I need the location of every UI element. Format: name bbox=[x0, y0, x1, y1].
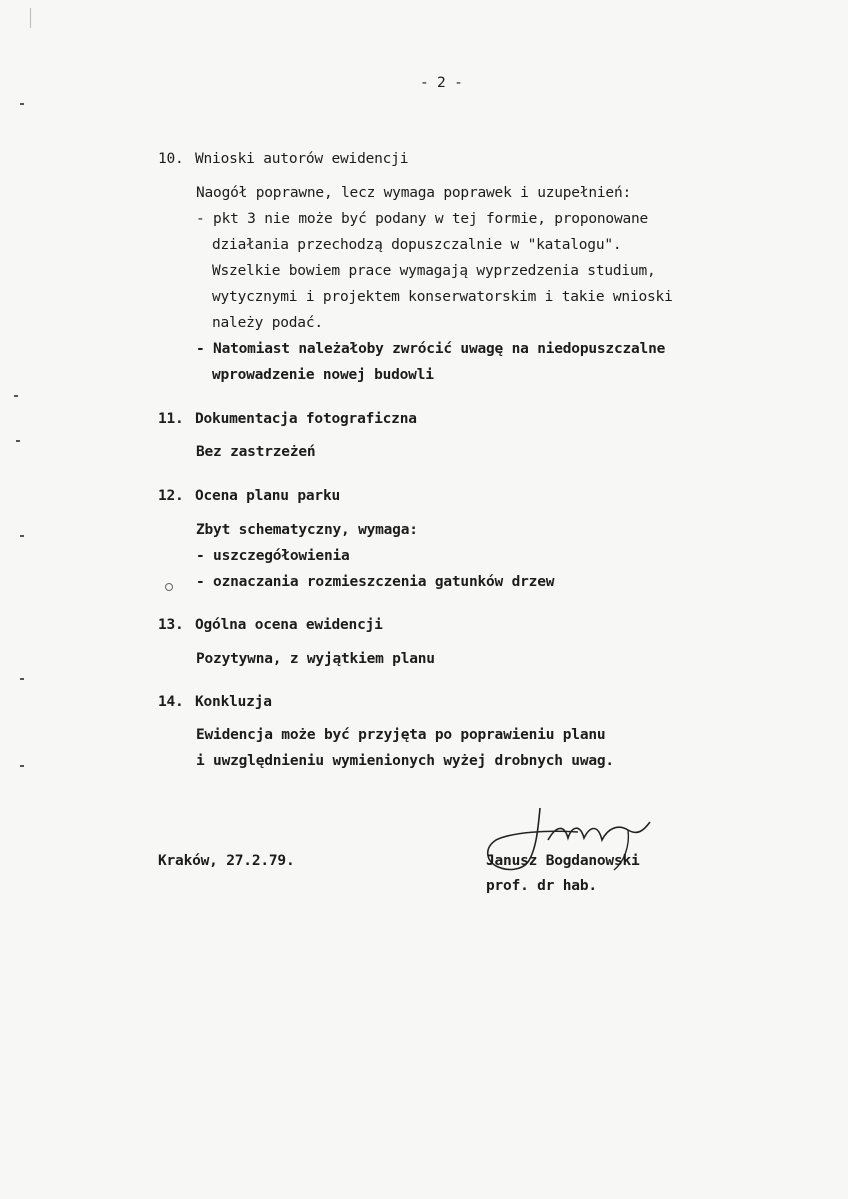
section-11-number: 11. bbox=[158, 411, 184, 427]
signer-name: Janusz Bogdanowski bbox=[486, 853, 640, 869]
section-13-line: Pozytywna, z wyjątkiem planu bbox=[196, 651, 435, 667]
margin-mark bbox=[20, 535, 24, 537]
section-12-heading: Ocena planu parku bbox=[195, 488, 341, 504]
section-12-line: Zbyt schematyczny, wymaga: bbox=[196, 522, 418, 538]
margin-circle bbox=[165, 583, 173, 591]
section-14-heading: Konkluzja bbox=[195, 694, 272, 710]
section-12-number: 12. bbox=[158, 488, 184, 504]
section-10-number: 10. bbox=[158, 151, 184, 167]
margin-mark bbox=[14, 395, 18, 397]
section-14-number: 14. bbox=[158, 694, 184, 710]
section-10-line: wprowadzenie nowej budowli bbox=[212, 367, 434, 383]
section-10-line: Naogół poprawne, lecz wymaga poprawek i uzupełnień: bbox=[196, 185, 632, 201]
section-13-number: 13. bbox=[158, 617, 184, 633]
margin-mark bbox=[16, 440, 20, 442]
section-12-line: - oznaczania rozmieszczenia gatunków drzew bbox=[196, 574, 555, 590]
section-10-line: Wszelkie bowiem prace wymagają wyprzedzenia studium, bbox=[212, 263, 656, 279]
place-date: Kraków, 27.2.79. bbox=[158, 853, 295, 869]
section-13-heading: Ogólna ocena ewidencji bbox=[195, 617, 383, 633]
signer-title: prof. dr hab. bbox=[486, 878, 597, 894]
section-14-line: i uwzględnieniu wymienionych wyżej drobnych uwag. bbox=[196, 753, 614, 769]
section-10-line: należy podać. bbox=[212, 315, 323, 331]
margin-mark bbox=[20, 103, 24, 105]
margin-mark bbox=[20, 765, 24, 767]
section-11-line: Bez zastrzeżeń bbox=[196, 444, 316, 460]
section-10-line: - pkt 3 nie może być podany w tej formie, proponowane bbox=[196, 211, 649, 227]
section-12-line: - uszczegółowienia bbox=[196, 548, 350, 564]
section-10-heading: Wnioski autorów ewidencji bbox=[195, 151, 409, 167]
margin-mark bbox=[20, 678, 24, 680]
section-10-line: działania przechodzą dopuszczalnie w "katalogu". bbox=[212, 237, 622, 253]
section-10-line: - Natomiast należałoby zwrócić uwagę na niedopuszczalne bbox=[196, 341, 666, 357]
section-14-line: Ewidencja może być przyjęta po poprawieniu planu bbox=[196, 727, 606, 743]
edge-mark bbox=[30, 8, 31, 28]
section-10-line: wytycznymi i projektem konserwatorskim i takie wnioski bbox=[212, 289, 673, 305]
section-11-heading: Dokumentacja fotograficzna bbox=[195, 411, 417, 427]
page-number: - 2 - bbox=[420, 75, 463, 91]
